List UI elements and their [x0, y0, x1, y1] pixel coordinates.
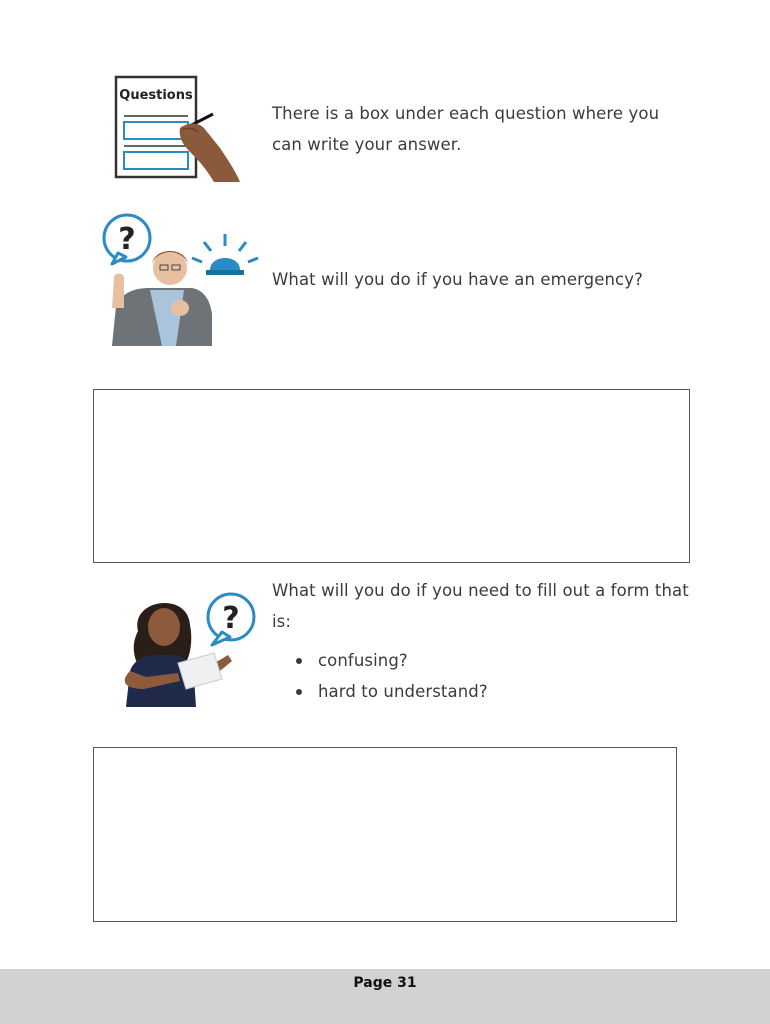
- emergency-illustration: [100, 210, 260, 350]
- form-difficulty-list: [272, 645, 692, 707]
- bullet-text: confusing?: [318, 651, 408, 670]
- emergency-question: What will you do if you have an emergency?: [272, 270, 643, 289]
- list-item: [272, 645, 692, 676]
- bullet-text: hard to understand?: [318, 682, 488, 701]
- form-question: What will you do if you need to fill out a form that is:: [272, 581, 689, 631]
- emergency-answer-box[interactable]: [93, 389, 690, 563]
- questions-sheet-illustration: [110, 72, 250, 184]
- form-answer-box[interactable]: [93, 747, 677, 922]
- list-item: [272, 676, 692, 707]
- confused-person-illustration: [100, 585, 260, 707]
- bullet-icon: [296, 658, 302, 664]
- questions-label: Questions: [119, 88, 193, 103]
- page-footer: [0, 969, 770, 1024]
- bullet-icon: [296, 689, 302, 695]
- svg-text:?: ?: [118, 222, 136, 257]
- page-number: Page 31: [353, 975, 417, 991]
- instruction-text: There is a box under each question where you can write your answer.: [272, 104, 660, 154]
- svg-text:?: ?: [222, 601, 240, 636]
